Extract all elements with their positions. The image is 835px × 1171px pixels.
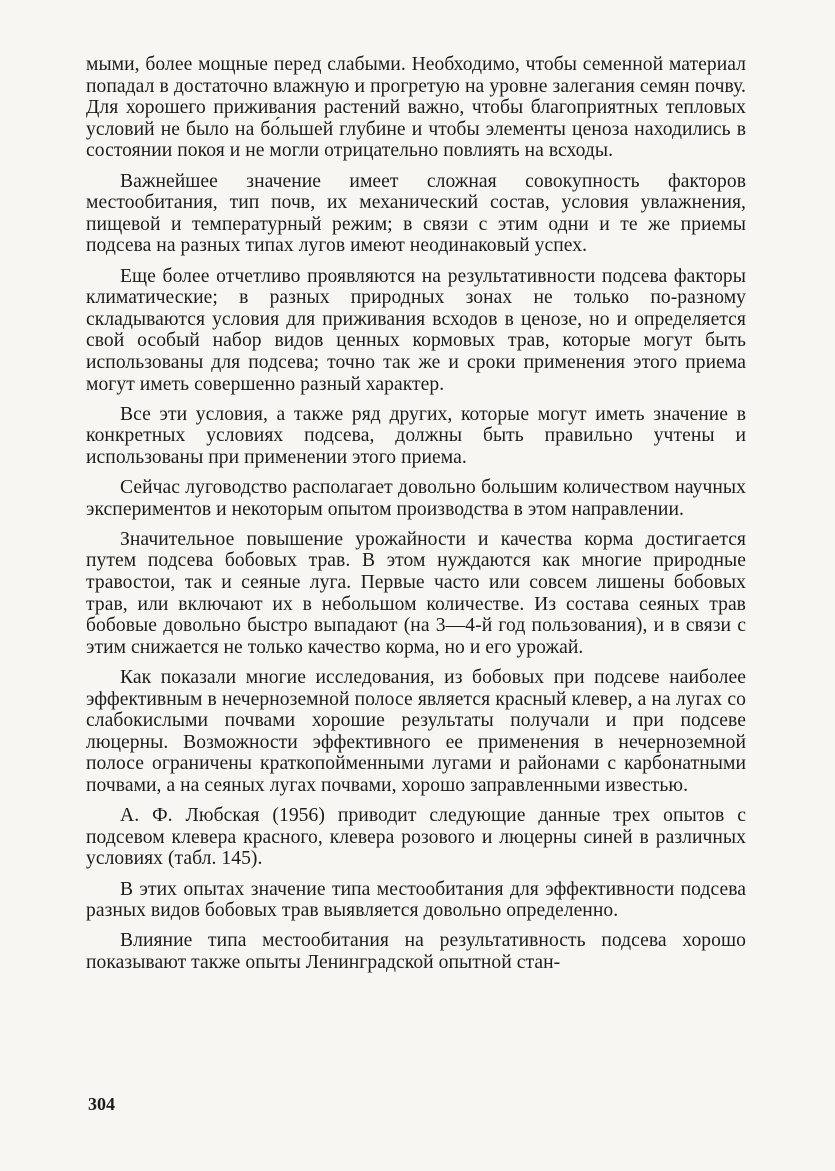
paragraph-4: Все эти условия, а также ряд других, которые могут иметь значение в конкретных условиях подсева, должны быть правильно учтены и использованы при применении этого приема. bbox=[86, 403, 746, 468]
paragraph-9: В этих опытах значение типа местообитания для эффективности подсева разных видов бобовых трав выявляется довольно определенно. bbox=[86, 878, 746, 922]
paragraph-1: мыми, более мощные перед слабыми. Необходимо, чтобы семенной материал попадал в достаточно влажную и прогретую на уровне залегания семян почву. Для хорошего приживания растений важно, чтобы благоприятных тепловых условий не было на бо́льшей глубине и чтобы элементы ценоза находились в состоянии покоя и не могли отрицательно повлиять на всходы. bbox=[86, 54, 746, 162]
paragraph-2: Важнейшее значение имеет сложная совокупность факторов местообитания, тип почв, их механический состав, условия увлажнения, пищевой и температурный режим; в связи с этим одни и те же приемы подсева на разных типах лугов имеют неодинаковый успех. bbox=[86, 170, 746, 257]
paragraph-6: Значительное повышение урожайности и качества корма достигается путем подсева бобовых трав. В этом нуждаются как многие природные травостои, так и сеяные луга. Первые часто или совсем лишены бобовых трав, или включают их в небольшом количестве. Из состава сеяных трав бобовые довольно быстро выпадают (на 3—4-й год пользования), и в связи с этим снижается не только качество корма, но и его урожай. bbox=[86, 528, 746, 658]
paragraph-3: Еще более отчетливо проявляются на результативности подсева факторы климатические; в разных природных зонах не только по-разному складываются условия для приживания всходов в ценозе, но и определяется свой особый набор видов ценных кормовых трав, которые могут быть использованы для подсева; точно так же и сроки применения этого приема могут иметь совершенно разный характер. bbox=[86, 265, 746, 395]
paragraph-8: А. Ф. Любская (1956) приводит следующие данные трех опытов с подсевом клевера красного, клевера розового и люцерны синей в различных условиях (табл. 145). bbox=[86, 805, 746, 870]
paragraph-10: Влияние типа местообитания на результативность подсева хорошо показывают также опыты Ленинградской опытной стан- bbox=[86, 930, 746, 973]
paragraph-7: Как показали многие исследования, из бобовых при подсеве наиболее эффективным в нечерноземной полосе является красный клевер, а на лугах со слабокислыми почвами хорошие результаты получали и при подсеве люцерны. Возможности эффективного ее применения в нечерноземной полосе ограничены краткопойменными лугами и районами с карбонатными почвами, а на сеяных лугах почвами, хорошо заправленными известью. bbox=[86, 667, 746, 796]
paragraph-5: Сейчас луговодство располагает довольно большим количеством научных экспериментов и некоторым опытом производства в этом направлении. bbox=[86, 477, 746, 520]
page-body bbox=[86, 54, 746, 982]
page-number: 304 bbox=[88, 1094, 115, 1114]
